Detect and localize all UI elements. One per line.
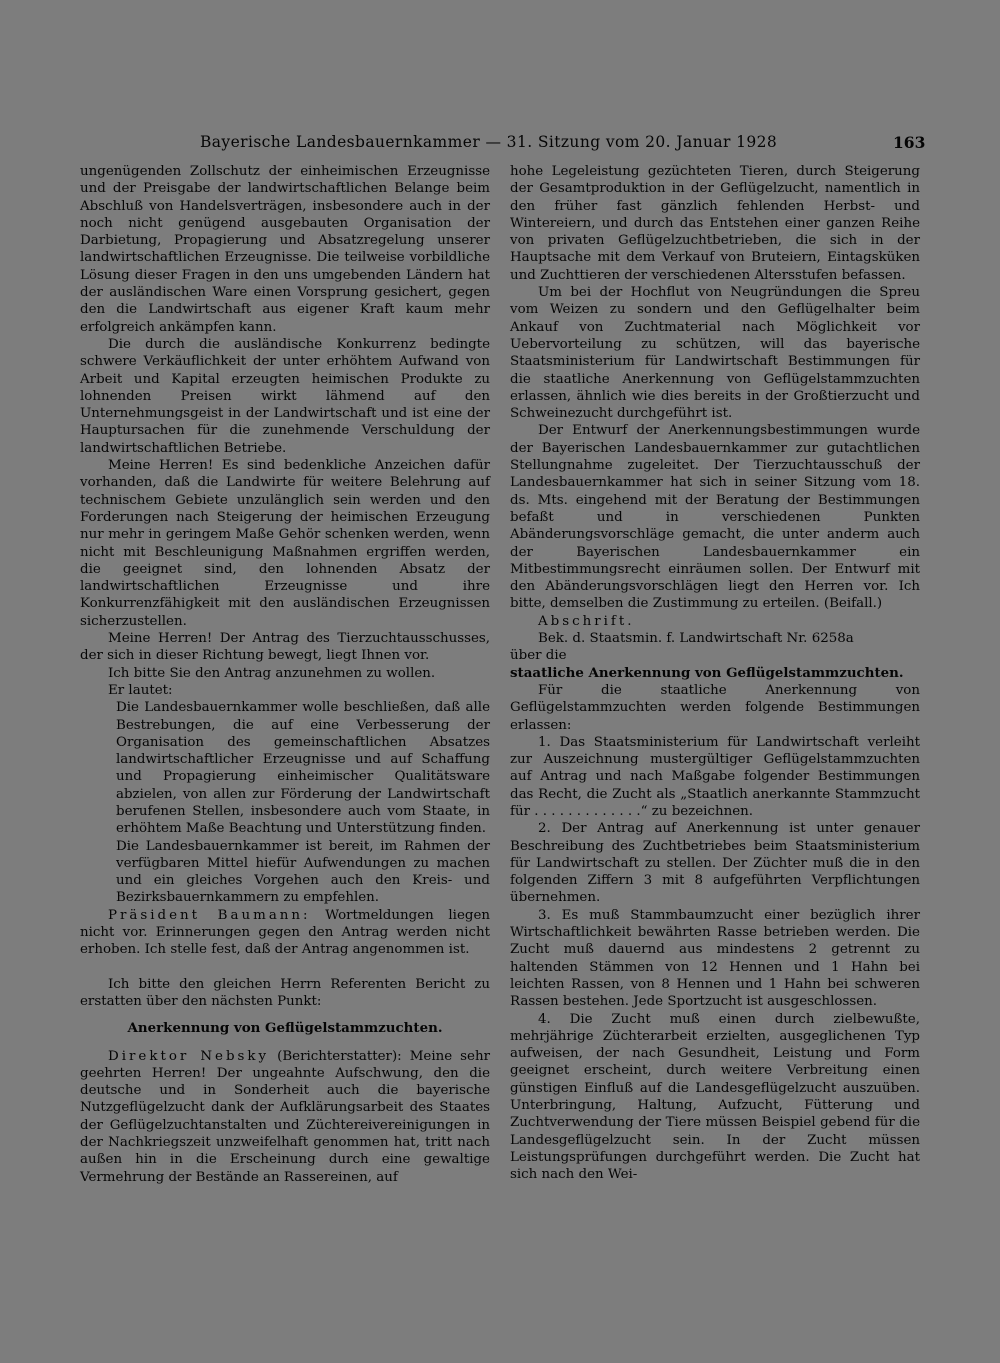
quote-paragraph: Die Landesbauernkammer wolle beschließen, daß alle Bestrebungen, die auf eine Verbesserung der Organisation des gemeinschaftlichen Absatzes landwirtschaftlicher Erzeugnisse und auf Schaffung und Propagierung einheimischer Qualitätsware abzielen, von allen zur Förderung der Landwirtschaft berufenen Stellen, insbesondere auch vom Staate, in erhöhtem Maße Beachtung und Unterstützung finden. xyxy=(116,700,490,837)
list-item: 2. Der Antrag auf Anerkennung ist unter genauer Beschreibung des Zuchtbetriebes beim Staatsministerium für Landwirtschaft zu stellen. Der Züchter muß die in den folgenden Ziffern 3 mit 8 aufgeführten Verpflichtungen übernehmen. xyxy=(510,821,920,906)
right-column xyxy=(510,163,920,1184)
list-item: 3. Es muß Stammbaumzucht einer bezüglich ihrer Wirtschaftlichkeit bewährten Rasse betrieben werden. Die Zucht muß dauernd aus mindestens 2 getrennt zu haltenden Stämmen von 12 Hennen und 1 Hahn bei leichten Rassen, von 8 Hennen und 1 Hahn bei schweren Rassen bestehen. Jede Sportzucht ist ausgeschlossen. xyxy=(510,907,920,1010)
decree-subtitle: über die xyxy=(510,648,567,664)
speaker-name: Präsident Baumann: xyxy=(108,907,311,923)
copy-label: Abschrift. xyxy=(538,613,635,629)
paragraph: Ich bitte Sie den Antrag anzunehmen zu wollen. xyxy=(108,665,436,681)
paragraph: Um bei der Hochflut von Neugründungen die Spreu vom Weizen zu sondern und den Geflügelhalter beim Ankauf von Zuchtmaterial nach Möglichkeit vor Uebervorteilung zu schützen, will das bayerische Staatsministerium für Landwirtschaft Bestimmungen für die staatliche Anerkennung von Geflügelstammzuchten erlassen, ähnlich wie dies bereits in der Großtierzucht und Schweinezucht durchgeführt ist. xyxy=(510,285,920,422)
paragraph: Der Entwurf der Anerkennungsbestimmungen wurde der Bayerischen Landesbauernkammer zur gutachtlichen Stellungnahme zugeleitet. Der Tierzuchtausschuß der Landesbauernkammer hat sich in seiner Sitzung vom 18. ds. Mts. eingehend mit der Beratung der Bestimmungen befaßt und in verschiedenen Punkten Abänderungsvorschläge gemacht, die unter anderm auch der Bayerischen Landesbauernkammer ein Mitbestimmungsrecht einräumen sollen. Der Entwurf mit den Abänderungsvorschlägen liegt den Herren vor. Ich bitte, demselben die Zustimmung zu erteilen. (Beifall.) xyxy=(510,423,920,612)
motion-quote xyxy=(116,699,490,907)
decree-reference: Bek. d. Staatsmin. f. Landwirtschaft Nr. 6258a xyxy=(538,631,854,647)
paragraph xyxy=(80,907,490,959)
paragraph: hohe Legeleistung gezüchteten Tieren, durch Steigerung der Gesamtproduktion in der Geflügelzucht, namentlich in den früher fast gänzlich fehlenden Herbst- und Wintereiern, und durch das Entstehen einer ganzen Reihe von privaten Geflügelzuchtbetrieben, die sich in der Hauptsache mit dem Verkauf von Bruteiern, Eintagsküken und Zuchttieren der verschiedenen Altersstufen befassen. xyxy=(510,164,920,283)
section-heading: Anerkennung von Geflügelstammzuchten. xyxy=(127,1020,443,1037)
paragraph: Er lautet: xyxy=(108,682,173,698)
speaker-name: Direktor Nebsky xyxy=(108,1048,270,1064)
paragraph: Meine Herren! Es sind bedenkliche Anzeichen dafür vorhanden, daß die Landwirte für weitere Belehrung auf technischem Gebiete unzulänglich sein werden und den Forderungen nach Steigerung der heimischen Erzeugung nur mehr in geringem Maße Gehör schenken werden, wenn nicht mit Beschleunigung Maßnahmen ergriffen werden, die geeignet sind, den lohnenden Absatz der landwirtschaftlichen Erzeugnisse und ihre Konkurrenzfähigkeit mit den ausländischen Erzeugnissen sicherzustellen. xyxy=(80,458,490,629)
list-item: 1. Das Staatsministerium für Landwirtschaft verleiht zur Auszeichnung mustergültiger Geflügelstammzuchten auf Antrag und nach Maßgabe folgender Bestimmungen das Recht, die Zucht als „Staatlich anerkannte Stammzucht für . . . . . . . . . . . . .“ zu bezeichnen. xyxy=(510,734,920,819)
paragraph: Die durch die ausländische Konkurrenz bedingte schwere Verkäuflichkeit der unter erhöhtem Aufwand von Arbeit und Kapital erzeugten heimischen Produkte zu lohnenden Preisen wirkt lähmend auf den Unternehmungsgeist in der Landwirtschaft und ist eine der Hauptursachen für die zunehmende Verschuldung der landwirtschaftlichen Betriebe. xyxy=(80,336,490,456)
speaker-text: Wortmeldungen liegen nicht vor. Erinnerungen gegen den Antrag werden nicht erhoben. Ich stelle fest, daß der Antrag angenommen ist. xyxy=(80,907,490,958)
paragraph: Ich bitte den gleichen Herrn Referenten Bericht zu erstatten über den nächsten Punkt: xyxy=(80,976,490,1009)
decree-heading: staatliche Anerkennung von Geflügelstammzuchten. xyxy=(510,664,904,681)
paragraph: ungenügenden Zollschutz der einheimischen Erzeugnisse und der Preisgabe der landwirtschaftlichen Belange beim Abschluß von Handelsverträgen, insbesondere auch in der noch nicht genügend ausgebauten Organisation der Darbietung, Propagierung und Absatzregelung unserer landwirtschaftlichen Erzeugnisse. Die teilweise vorbildliche Lösung dieser Fragen in den uns umgebenden Ländern hat der ausländischen Ware einen Vorsprung gesichert, gegen den die Landwirtschaft aus eigener Kraft kaum mehr erfolgreich ankämpfen kann. xyxy=(80,164,490,335)
paragraph xyxy=(80,1048,490,1186)
quote-paragraph: Die Landesbauernkammer ist bereit, im Rahmen der verfügbaren Mittel hiefür Aufwendungen zu machen und ein gleiches Vorgehen auch den Kreis- und Bezirksbauernkammern zu empfehlen. xyxy=(116,838,490,906)
list-item: 4. Die Zucht muß einen durch zielbewußte, mehrjährige Züchterarbeit erzielten, ausgeglichenen Typ aufweisen, der nach Gesundheit, Leistung und Form geeignet erscheint, durch weitere Verbreitung einen günstigen Einfluß auf die Landesgeflügelzucht auszuüben. Unterbringung, Haltung, Aufzucht, Fütterung und Zuchtverwendung der Tiere müssen Beispiel gebend für die Landesgeflügelzucht sein. In der Zucht müssen Leistungsprüfungen durchgeführt werden. Die Zucht hat sich nach den Wei- xyxy=(510,1011,920,1183)
paragraph: Für die staatliche Anerkennung von Geflügelstammzuchten werden folgende Bestimmungen erlassen: xyxy=(510,682,920,733)
running-title: Bayerische Landesbauernkammer — 31. Sitzung vom 20. Januar 1928 xyxy=(200,133,778,151)
speaker-text: (Berichterstatter): Meine sehr geehrten Herren! Der ungeahnte Aufschwung, den die deutsche und in Sonderheit auch die bayerische Nutzgeflügelzucht dank der Aufklärungsarbeit des Staates der Geflügelzuchtanstalten und Züchtereivereinigungen in der Nachkriegszeit unzweifelhaft genommen hat, tritt nach außen hin in die Erscheinung durch eine gewaltige Vermehrung der Bestände an Rassereinen, auf xyxy=(80,1048,490,1185)
left-column xyxy=(80,163,490,1186)
page-header xyxy=(0,133,1000,157)
paragraph: Meine Herren! Der Antrag des Tierzuchtausschusses, der sich in dieser Richtung bewegt, liegt Ihnen vor. xyxy=(80,631,490,664)
page-number: 163 xyxy=(893,133,926,152)
